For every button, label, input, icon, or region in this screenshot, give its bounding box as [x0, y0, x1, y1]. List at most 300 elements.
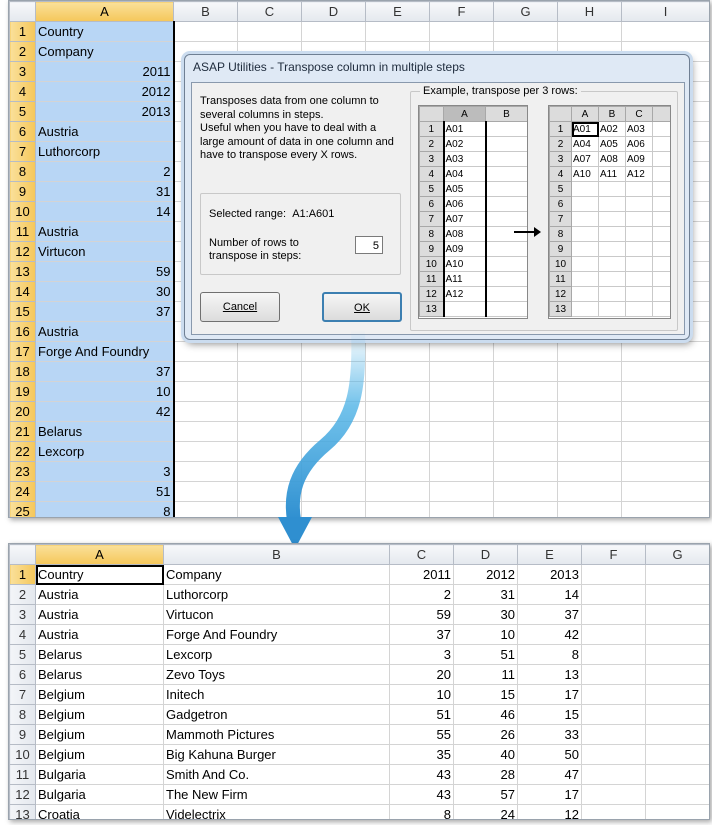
example-cell — [572, 197, 599, 212]
example-cell — [572, 212, 599, 227]
cell[interactable] — [582, 805, 646, 821]
cell[interactable] — [646, 585, 710, 605]
cell[interactable]: 3 — [390, 645, 454, 665]
table-row — [10, 765, 710, 785]
cell-a[interactable]: Lexcorp — [36, 442, 174, 462]
cell[interactable] — [430, 402, 494, 422]
cell[interactable] — [646, 765, 710, 785]
cell[interactable] — [622, 482, 710, 502]
row-header[interactable]: 14 — [10, 282, 36, 302]
cell[interactable]: 30 — [454, 605, 518, 625]
example-row-header: 3 — [550, 152, 572, 167]
example-row — [420, 122, 528, 137]
cell[interactable] — [558, 22, 622, 42]
example-cell — [653, 212, 671, 227]
column-header-a[interactable]: A — [36, 545, 164, 565]
example-cell — [626, 287, 653, 302]
row-header[interactable]: 23 — [10, 462, 36, 482]
cell[interactable] — [582, 625, 646, 645]
cell-a[interactable]: Forge And Foundry — [36, 342, 174, 362]
column-header-d[interactable]: D — [302, 2, 366, 22]
cell[interactable] — [174, 422, 238, 442]
cell[interactable] — [430, 502, 494, 519]
cell[interactable]: 2013 — [518, 565, 582, 585]
example-row-header: 9 — [420, 242, 444, 257]
cell[interactable] — [646, 565, 710, 585]
cell[interactable]: 35 — [390, 745, 454, 765]
example-row — [420, 212, 528, 227]
example-row-header: 12 — [420, 287, 444, 302]
row-header[interactable]: 8 — [10, 162, 36, 182]
cell[interactable] — [174, 502, 238, 519]
row-header[interactable]: 10 — [10, 202, 36, 222]
example-cell: A03 — [444, 152, 486, 167]
cell[interactable] — [430, 342, 494, 362]
cell[interactable] — [494, 502, 558, 519]
example-column-header — [653, 107, 671, 122]
select-all-corner[interactable] — [10, 545, 36, 565]
example-cell: A09 — [626, 152, 653, 167]
row-header[interactable]: 3 — [10, 605, 36, 625]
row-header[interactable]: 2 — [10, 585, 36, 605]
cell-a[interactable]: 2012 — [36, 82, 174, 102]
cell[interactable] — [558, 362, 622, 382]
example-cell — [599, 287, 626, 302]
column-header-f[interactable]: F — [430, 2, 494, 22]
cell[interactable]: 51 — [390, 705, 454, 725]
cell[interactable] — [174, 482, 238, 502]
row-header[interactable]: 4 — [10, 625, 36, 645]
row-header[interactable]: 9 — [10, 182, 36, 202]
row-header[interactable]: 18 — [10, 362, 36, 382]
row-header[interactable]: 24 — [10, 482, 36, 502]
cell[interactable] — [622, 502, 710, 519]
cell[interactable] — [622, 342, 710, 362]
cell[interactable]: 2 — [390, 585, 454, 605]
cell[interactable]: Initech — [164, 685, 390, 705]
cell[interactable]: Mammoth Pictures — [164, 725, 390, 745]
cell[interactable]: 10 — [454, 625, 518, 645]
cell[interactable] — [430, 22, 494, 42]
cell[interactable] — [430, 362, 494, 382]
cell[interactable]: 31 — [454, 585, 518, 605]
cell[interactable] — [558, 422, 622, 442]
cell[interactable] — [646, 745, 710, 765]
cell[interactable] — [622, 442, 710, 462]
example-row-header: 11 — [550, 272, 572, 287]
example-cell — [599, 272, 626, 287]
cell[interactable] — [622, 22, 710, 42]
example-row-header: 11 — [420, 272, 444, 287]
row-header[interactable]: 5 — [10, 645, 36, 665]
cell[interactable] — [366, 22, 430, 42]
cell[interactable] — [622, 422, 710, 442]
example-row-header: 13 — [550, 302, 572, 317]
row-header[interactable]: 12 — [10, 785, 36, 805]
cell[interactable]: Forge And Foundry — [164, 625, 390, 645]
cell[interactable]: Luthorcorp — [164, 585, 390, 605]
column-header-h[interactable]: H — [558, 2, 622, 22]
cell-a[interactable]: Austria — [36, 322, 174, 342]
cell[interactable]: 24 — [454, 805, 518, 821]
example-cell — [626, 302, 653, 317]
cell[interactable] — [558, 442, 622, 462]
cell[interactable]: Smith And Co. — [164, 765, 390, 785]
cell[interactable] — [430, 382, 494, 402]
cell[interactable] — [646, 805, 710, 821]
example-cell — [599, 227, 626, 242]
cell[interactable] — [238, 22, 302, 42]
row-header[interactable]: 16 — [10, 322, 36, 342]
example-row — [550, 302, 671, 317]
example-cell — [653, 287, 671, 302]
cell[interactable] — [558, 382, 622, 402]
cell-a[interactable]: 14 — [36, 202, 174, 222]
cell[interactable]: The New Firm — [164, 785, 390, 805]
cell[interactable]: 59 — [390, 605, 454, 625]
cell[interactable]: 55 — [390, 725, 454, 745]
example-cell — [572, 287, 599, 302]
cell[interactable]: Belgium — [36, 745, 164, 765]
cell[interactable]: 13 — [518, 665, 582, 685]
select-all-corner[interactable] — [10, 2, 36, 22]
cell[interactable] — [302, 22, 366, 42]
cell[interactable] — [174, 382, 238, 402]
cell[interactable]: 43 — [390, 765, 454, 785]
cell[interactable]: Zevo Toys — [164, 665, 390, 685]
example-cell — [599, 182, 626, 197]
cell[interactable]: Belgium — [36, 705, 164, 725]
table-row — [10, 785, 710, 805]
row-header[interactable]: 6 — [10, 665, 36, 685]
row-header[interactable]: 11 — [10, 765, 36, 785]
cell-a[interactable]: Company — [36, 42, 174, 62]
cell[interactable]: Country — [36, 565, 164, 585]
cell[interactable]: 37 — [518, 605, 582, 625]
cell[interactable] — [646, 785, 710, 805]
cell[interactable] — [494, 462, 558, 482]
cell[interactable]: Bulgaria — [36, 765, 164, 785]
cell-a[interactable]: 3 — [36, 462, 174, 482]
row-header[interactable]: 25 — [10, 502, 36, 519]
row-header[interactable]: 7 — [10, 142, 36, 162]
row-header[interactable]: 13 — [10, 262, 36, 282]
row-header[interactable]: 22 — [10, 442, 36, 462]
cell[interactable] — [174, 462, 238, 482]
cell[interactable]: 46 — [454, 705, 518, 725]
example-cell — [653, 182, 671, 197]
cell[interactable] — [622, 462, 710, 482]
row-header[interactable]: 8 — [10, 705, 36, 725]
example-row-header: 4 — [550, 167, 572, 182]
cell[interactable] — [622, 402, 710, 422]
cell[interactable] — [494, 402, 558, 422]
cell[interactable]: Belgium — [36, 725, 164, 745]
cell[interactable]: 15 — [518, 705, 582, 725]
cell-a[interactable]: 10 — [36, 382, 174, 402]
example-row-header: 1 — [420, 122, 444, 137]
example-row — [550, 227, 671, 242]
cell[interactable]: 2011 — [390, 565, 454, 585]
row-header[interactable]: 13 — [10, 805, 36, 821]
row-header[interactable]: 15 — [10, 302, 36, 322]
cell[interactable] — [646, 605, 710, 625]
cell[interactable]: Belgium — [36, 685, 164, 705]
row-header[interactable]: 2 — [10, 42, 36, 62]
cell[interactable] — [622, 382, 710, 402]
cell-a[interactable]: Country — [36, 22, 174, 42]
cell[interactable] — [430, 442, 494, 462]
cell[interactable]: Bulgaria — [36, 785, 164, 805]
cell[interactable]: Lexcorp — [164, 645, 390, 665]
example-cell — [626, 182, 653, 197]
cell-a[interactable]: 37 — [36, 302, 174, 322]
example-row-header: 9 — [550, 242, 572, 257]
example-row — [420, 287, 528, 302]
cell[interactable] — [622, 362, 710, 382]
example-row — [550, 137, 671, 152]
row-header[interactable]: 20 — [10, 402, 36, 422]
example-row-header: 8 — [420, 227, 444, 242]
example-cell: A12 — [626, 167, 653, 182]
row-header[interactable]: 19 — [10, 382, 36, 402]
example-cell — [653, 257, 671, 272]
example-cell: A08 — [599, 152, 626, 167]
cell[interactable]: Austria — [36, 585, 164, 605]
example-cell — [486, 167, 528, 182]
cell[interactable]: 43 — [390, 785, 454, 805]
cell[interactable]: Belarus — [36, 645, 164, 665]
cell[interactable]: 14 — [518, 585, 582, 605]
row-header[interactable]: 7 — [10, 685, 36, 705]
cell[interactable]: 50 — [518, 745, 582, 765]
row-header[interactable]: 17 — [10, 342, 36, 362]
row-header[interactable]: 21 — [10, 422, 36, 442]
rows-input[interactable]: 5 — [355, 236, 383, 254]
cell[interactable] — [646, 725, 710, 745]
example-cell — [486, 302, 528, 317]
row-header[interactable]: 12 — [10, 242, 36, 262]
row-header[interactable]: 5 — [10, 102, 36, 122]
cell[interactable] — [430, 482, 494, 502]
table-row — [10, 685, 710, 705]
cell[interactable] — [646, 625, 710, 645]
cell[interactable]: 33 — [518, 725, 582, 745]
cell[interactable] — [582, 605, 646, 625]
cell[interactable] — [582, 665, 646, 685]
cell-a[interactable]: 42 — [36, 402, 174, 422]
cell[interactable] — [582, 645, 646, 665]
cell[interactable] — [174, 22, 238, 42]
column-header-b[interactable]: B — [174, 2, 238, 22]
cell[interactable] — [646, 665, 710, 685]
row-header[interactable]: 1 — [10, 22, 36, 42]
example-cell: A06 — [626, 137, 653, 152]
dialog-description: Transposes data from one column to several columns in steps. Useful when you have to deal with a large amount of data in one column and have to transpose every X rows. — [200, 95, 394, 161]
row-header[interactable]: 6 — [10, 122, 36, 142]
example-row — [550, 212, 671, 227]
example-cell: A07 — [444, 212, 486, 227]
cancel-button[interactable] — [200, 292, 280, 322]
column-header-a[interactable]: A — [36, 2, 174, 22]
column-header-i[interactable]: I — [622, 2, 710, 22]
row-header[interactable]: 9 — [10, 725, 36, 745]
example-row — [420, 197, 528, 212]
example-row-header: 6 — [420, 197, 444, 212]
cell-a[interactable]: 30 — [36, 282, 174, 302]
cell[interactable]: 28 — [454, 765, 518, 785]
cell-a[interactable]: 2013 — [36, 102, 174, 122]
column-header-g[interactable]: G — [646, 545, 710, 565]
cell[interactable]: 17 — [518, 685, 582, 705]
cell[interactable]: 17 — [518, 785, 582, 805]
cell[interactable] — [582, 785, 646, 805]
cell-a[interactable]: 2011 — [36, 62, 174, 82]
cell[interactable] — [582, 765, 646, 785]
cell[interactable] — [558, 462, 622, 482]
cell[interactable]: 11 — [454, 665, 518, 685]
example-cell — [572, 302, 599, 317]
row-header[interactable]: 10 — [10, 745, 36, 765]
example-row-header: 8 — [550, 227, 572, 242]
table-row — [10, 665, 710, 685]
cell[interactable]: 57 — [454, 785, 518, 805]
dialog-title: ASAP Utilities - Transpose column in multiple steps — [193, 60, 465, 74]
example-cell — [626, 227, 653, 242]
cell[interactable] — [494, 422, 558, 442]
cell-a[interactable]: 31 — [36, 182, 174, 202]
example-row-header: 3 — [420, 152, 444, 167]
table-row — [10, 625, 710, 645]
cell[interactable] — [494, 382, 558, 402]
cell[interactable] — [646, 645, 710, 665]
cell[interactable] — [430, 462, 494, 482]
example-cell — [486, 227, 528, 242]
cell[interactable]: 20 — [390, 665, 454, 685]
cell[interactable] — [558, 482, 622, 502]
row-header[interactable]: 11 — [10, 222, 36, 242]
example-row — [550, 257, 671, 272]
cell[interactable]: Belarus — [36, 665, 164, 685]
cell[interactable] — [582, 685, 646, 705]
example-cell — [572, 227, 599, 242]
cell[interactable]: 42 — [518, 625, 582, 645]
cell[interactable] — [558, 502, 622, 519]
cell[interactable] — [582, 745, 646, 765]
cell[interactable] — [582, 585, 646, 605]
cell[interactable] — [494, 362, 558, 382]
ok-button[interactable] — [322, 292, 402, 322]
cell[interactable]: Austria — [36, 605, 164, 625]
cell-a[interactable]: 8 — [36, 502, 174, 519]
example-row-header: 10 — [550, 257, 572, 272]
column-header-e[interactable]: E — [518, 545, 582, 565]
cell[interactable]: Company — [164, 565, 390, 585]
row-header[interactable]: 1 — [10, 565, 36, 585]
cell[interactable]: 8 — [390, 805, 454, 821]
example-cell — [572, 257, 599, 272]
cell[interactable] — [582, 705, 646, 725]
column-header-c[interactable]: C — [390, 545, 454, 565]
cell[interactable]: Austria — [36, 625, 164, 645]
cell[interactable]: Croatia — [36, 805, 164, 821]
cell[interactable] — [494, 442, 558, 462]
cell[interactable] — [558, 402, 622, 422]
example-row — [420, 152, 528, 167]
example-cell — [572, 272, 599, 287]
cell-a[interactable]: Austria — [36, 222, 174, 242]
column-header-e[interactable]: E — [366, 2, 430, 22]
column-header-g[interactable]: G — [494, 2, 558, 22]
cell[interactable]: Big Kahuna Burger — [164, 745, 390, 765]
row-header[interactable]: 4 — [10, 82, 36, 102]
cell[interactable]: 8 — [518, 645, 582, 665]
cell-a[interactable]: Belarus — [36, 422, 174, 442]
column-header-b[interactable]: B — [164, 545, 390, 565]
example-row — [420, 302, 528, 317]
cell[interactable]: 15 — [454, 685, 518, 705]
cell-a[interactable]: 51 — [36, 482, 174, 502]
cell[interactable] — [582, 725, 646, 745]
cell[interactable]: 2012 — [454, 565, 518, 585]
cell[interactable] — [174, 442, 238, 462]
cell[interactable] — [174, 362, 238, 382]
cell[interactable] — [174, 342, 238, 362]
cell-a[interactable]: 37 — [36, 362, 174, 382]
cell[interactable] — [430, 422, 494, 442]
cell[interactable] — [558, 342, 622, 362]
cell[interactable]: Gadgetron — [164, 705, 390, 725]
cell-a[interactable]: Virtucon — [36, 242, 174, 262]
cell[interactable]: Videlectrix — [164, 805, 390, 821]
example-cell: A04 — [572, 137, 599, 152]
cell[interactable] — [646, 705, 710, 725]
example-cell: A04 — [444, 167, 486, 182]
column-header-c[interactable]: C — [238, 2, 302, 22]
cell[interactable] — [582, 565, 646, 585]
cell[interactable]: 37 — [390, 625, 454, 645]
example-cell — [486, 242, 528, 257]
example-row-header: 4 — [420, 167, 444, 182]
cell[interactable]: 51 — [454, 645, 518, 665]
table-row — [10, 705, 710, 725]
column-header-d[interactable]: D — [454, 545, 518, 565]
example-cell: A11 — [444, 272, 486, 287]
example-row — [420, 167, 528, 182]
cell[interactable] — [494, 22, 558, 42]
cell[interactable] — [494, 342, 558, 362]
cell[interactable]: Virtucon — [164, 605, 390, 625]
row-header[interactable]: 3 — [10, 62, 36, 82]
transform-arrow-icon — [270, 325, 380, 555]
cell[interactable] — [494, 482, 558, 502]
example-row-header: 6 — [550, 197, 572, 212]
cell[interactable] — [174, 402, 238, 422]
cell-a[interactable]: 59 — [36, 262, 174, 282]
cell[interactable]: 40 — [454, 745, 518, 765]
cell[interactable] — [646, 685, 710, 705]
cell[interactable]: 47 — [518, 765, 582, 785]
cell[interactable]: 12 — [518, 805, 582, 821]
cell-a[interactable]: Austria — [36, 122, 174, 142]
cell-a[interactable]: 2 — [36, 162, 174, 182]
column-header-f[interactable]: F — [582, 545, 646, 565]
cell[interactable]: 26 — [454, 725, 518, 745]
cell-a[interactable]: Luthorcorp — [36, 142, 174, 162]
cell[interactable]: 10 — [390, 685, 454, 705]
example-row-header: 7 — [550, 212, 572, 227]
example-row — [420, 227, 528, 242]
